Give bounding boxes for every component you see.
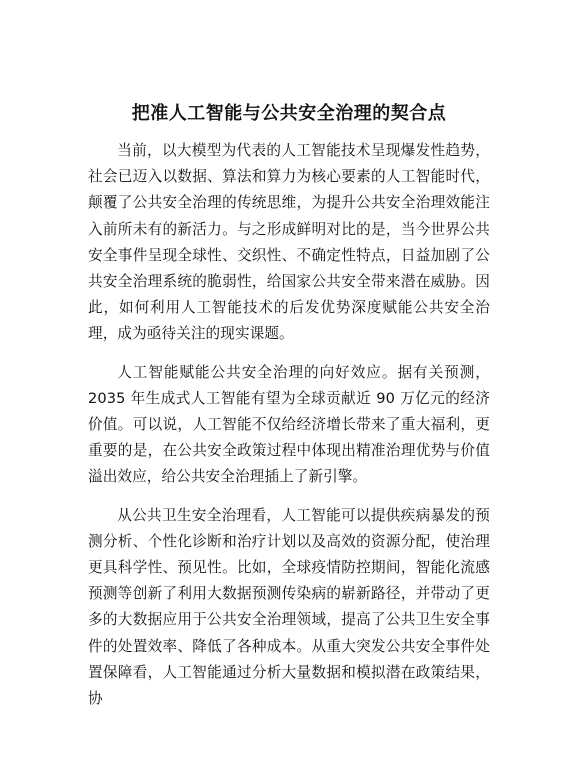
paragraph-1: 当前，以大模型为代表的人工智能技术呈现爆发性趋势，社会已迈入以数据、算法和算力为核心要素的人工智能时代，颠覆了公共安全治理的传统思维，为提升公共安全治理效能注入前所未有的新活力。与之形成鲜明对比的是，当今世界公共安全事件呈现全球性、交织性、不确定性特点，日益加剧了公共安全治理系统的脆弱性，给国家公共安全带来潜在威胁。因此，如何利用人工智能技术的后发优势深度赋能公共安全治理，成为亟待关注的现实课题。 xyxy=(88,142,490,343)
document-title: 把准人工智能与公共安全治理的契合点 xyxy=(131,103,447,124)
paragraph-3: 从公共卫生安全治理看，人工智能可以提供疾病暴发的预测分析、个性化诊断和治疗计划以及高效的资源分配，使治理更具科学性、预见性。比如，全球疫情防控期间，智能化流感预测等创新了利用大数据预测传染病的崭新路径，并带动了更多的大数据应用于公共安全治理领域，提高了公共卫生安全事件的处置效率、降低了各种成本。从重大突发公共安全事件处置保障看，人工智能通过分析大量数据和模拟潜在政策结果，协 xyxy=(88,506,490,708)
paragraph-2: 人工智能赋能公共安全治理的向好效应。据有关预测，2035 年生成式人工智能有望为全球贡献近 90 万亿元的经济价值。可以说，人工智能不仅给经济增长带来了重大福利，更重要的是，在公共安全政策过程中体现出精准治理优势与价值溢出效应，给公共安全治理插上了新引擎。 xyxy=(88,363,490,486)
